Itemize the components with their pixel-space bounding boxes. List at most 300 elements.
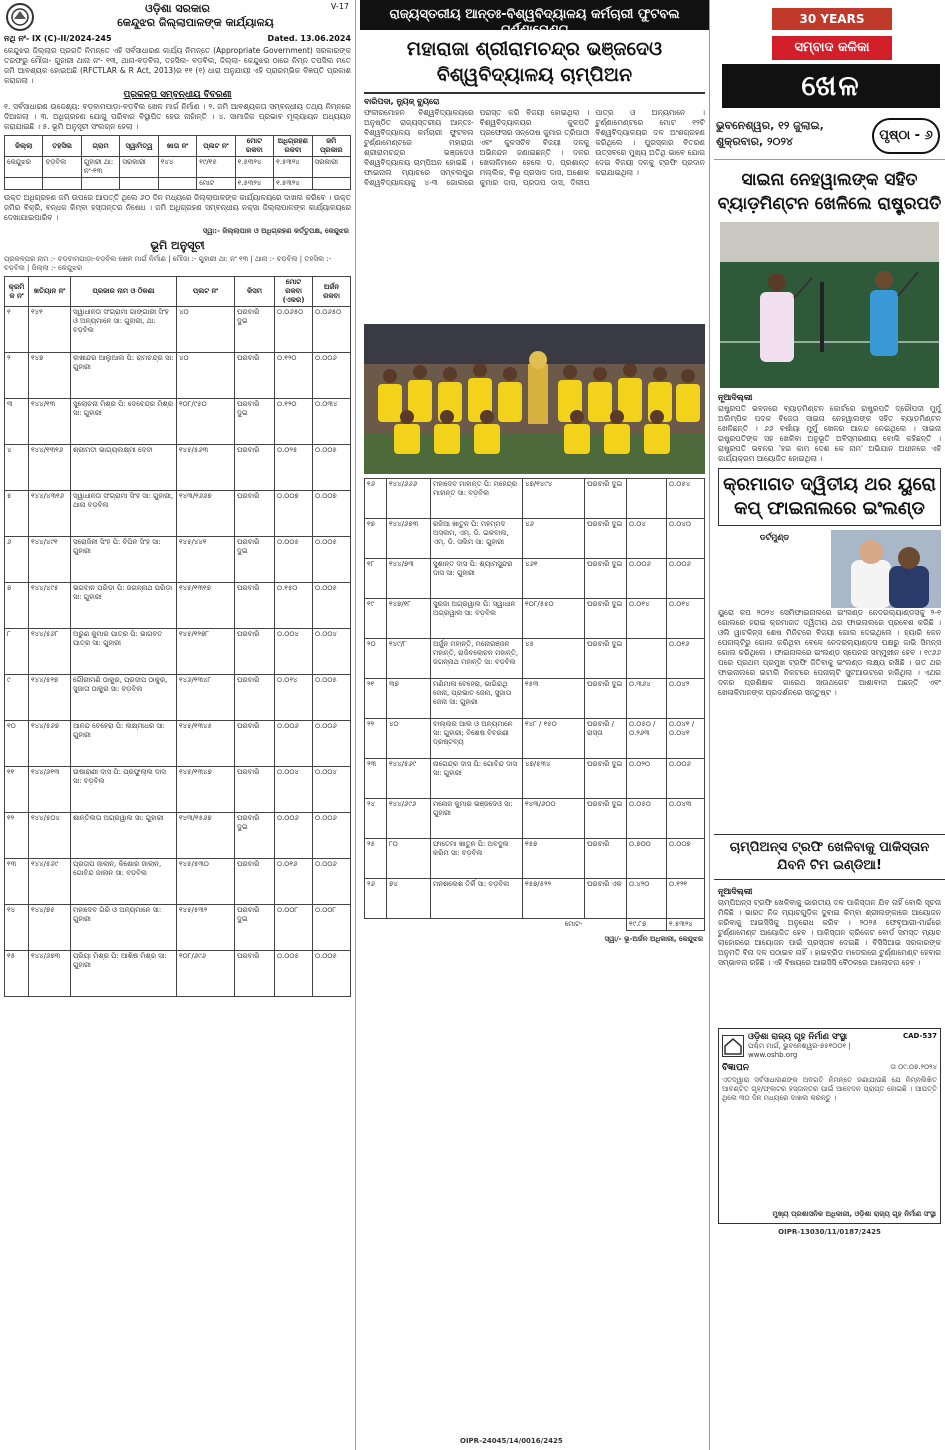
table-row — [365, 839, 705, 879]
table-cell: ଘରବାରି ଏକ — [585, 879, 627, 919]
summary-header-7: ଅଧିଗ୍ରହଣ ରକବା — [274, 136, 312, 157]
table-row — [365, 679, 705, 719]
table-cell: ୦.୧୨୦ — [275, 399, 313, 445]
table-cell: ୦.୦୦୭ — [667, 839, 705, 879]
table-cell: ୧୪୪/୬୬୬ — [387, 479, 431, 519]
table-cell: ୧.୫୩୨୪ — [274, 178, 312, 190]
ad-signature: ମୁଖ୍ୟ ପ୍ରଶାସନିକ ଅଧିକାରୀ, ଓଡ଼ିଶା ରାଜ୍ୟ ଗୃହ ନିର୍ମାଣ ସଂସ୍ଥା — [772, 1210, 936, 1218]
badminton-photo-illustration — [720, 222, 939, 388]
table-cell: ସରକାରୀ — [312, 157, 351, 178]
table-cell: ଘରବାରି — [235, 629, 275, 675]
summary-header-5: ପ୍ଲଟ ନଂ — [197, 136, 235, 157]
table-row — [365, 519, 705, 559]
table-row — [365, 599, 705, 639]
table-cell: ୭୪ — [387, 879, 431, 919]
table-cell: ୦.୦୪୧ / ୦.୦୪୧ — [667, 719, 705, 759]
table-cell: ଅରୁଣ କୁମାର ପାତ୍ର ପି: ଭାଗବତ ପାତ୍ର ସା: ଗୁହାରୀ — [71, 629, 177, 675]
table-cell: ୭ — [5, 583, 29, 629]
brand-logo: ସମ୍ବାଦ କଳିକା — [772, 36, 892, 60]
table-cell: ୧୪୭/୧୮ — [387, 599, 431, 639]
table-cell: ୧୪୪/୬୯୬ — [387, 799, 431, 839]
table-cell: ୧୪୪/୭୫ — [29, 905, 71, 951]
table-cell: ୧୪୫/୫୩୨ — [177, 905, 235, 951]
table-cell: ୪୦ — [177, 307, 235, 353]
table-cell: ବାଲ୍ଲର ଆଲ ଓ ଅନ୍ୟମାନେ ସା: ଗୁହାରୀ; ବିଶେଷ ବିବରଣୀ ଦ୍ରଷ୍ଟବ୍ୟ — [431, 719, 523, 759]
euro-dateline: ଡର୍ଟମୁଣ୍ଡ — [759, 533, 790, 542]
land-schedule-table-continued — [364, 478, 705, 931]
table-cell: ଘରବାରି ଦୁଇ — [235, 399, 275, 445]
anniversary-badge: 30 YEARS — [772, 8, 892, 30]
table-cell: ନାଗେନ୍ଦ୍ର ଦାସ ପି: ଗୋବିନ୍ଦ ଦାସ ସା: ଗୁହାରୀ — [431, 759, 523, 799]
table-cell: ୧୪୫/୫୩୦ — [177, 859, 235, 905]
table-cell: ୦.୦୬୫୦ — [275, 307, 313, 353]
table-cell: ୪୦ — [177, 353, 235, 399]
ad-organization: ଓଡ଼ିଶା ରାଜ୍ୟ ଗୃହ ନିର୍ମାଣ ସଂସ୍ଥା — [748, 1032, 848, 1042]
table-cell — [627, 479, 667, 519]
table-signature: ସ୍ୱା/- ଭୂ-ଅର୍ଜନ ଅଧିକାରୀ, କେନ୍ଦୁଝର — [604, 935, 703, 943]
oipr-code-c: OIPR-13030/11/0187/2425 — [778, 1228, 881, 1236]
table-cell: ୧୪୬/୧୩୪୮ — [177, 675, 235, 721]
table-row — [5, 353, 351, 399]
table-cell: ୧୪୪/୧୩୧୬ — [29, 445, 71, 491]
table-cell: ୧୪୧ — [29, 307, 71, 353]
table-cell: ସ୍ୱାଧୀନତା ସଂଗ୍ରାମୀ ଗାଙ୍ଗାରୀ ସିଂହ ଓ ଅନ୍ୟମାନେ ସା: ଗୁହାରୀ, ଥା: ବଡ଼ବିଲ — [71, 307, 177, 353]
table-cell: ଘରବାରି ଦୁଇ — [585, 799, 627, 839]
housing-logo-icon — [722, 1035, 744, 1057]
notice-signature: ସ୍ୱା:- ଜିଲ୍ଲାପାଳ ଓ ଅଧିଗ୍ରହଣ କର୍ତ୍ତୃପକ୍ଷ, କେନ୍ଦୁଝର — [202, 227, 349, 235]
table-cell: ଘରବାରି ଦୁଇ — [585, 479, 627, 519]
table-cell: ୦.୦୧୬ — [275, 859, 313, 905]
table-cell: ଘରବାରି — [235, 951, 275, 997]
table-cell: ୧୫ — [5, 951, 29, 997]
table-cell: ୦.୦୦୫ — [313, 445, 351, 491]
table-cell: ୧୪୪/୫୬୯ — [387, 759, 431, 799]
table-cell: ୦.୦୦୫ — [275, 537, 313, 583]
table-cell: ୦.୦୦୫ — [313, 537, 351, 583]
table-cell: ୧୪୫/୫୬୩ — [177, 445, 235, 491]
euro-top — [714, 530, 945, 608]
table-row — [5, 445, 351, 491]
table-cell: ୪୭/୧୪୯୪ — [523, 479, 585, 519]
table-cell: ୦.୦୦୪ — [275, 767, 313, 813]
table-cell: ଘରବାରି ଦୁଇ — [235, 905, 275, 951]
table-cell: ୪୭/୫୩୪ — [523, 759, 585, 799]
table-cell: ଘରବାରି — [235, 491, 275, 537]
government-notice-column — [0, 0, 356, 1450]
total-row — [365, 919, 705, 931]
table-cell: ୧୪୪/୬୭୩ — [387, 519, 431, 559]
table-cell: ଘରବାରି ଦୁଇ — [235, 813, 275, 859]
table-row — [365, 879, 705, 919]
table-row — [365, 559, 705, 599]
masthead — [714, 0, 945, 160]
table-cell: ୧୪୮ / ୧୫୦ — [523, 719, 585, 759]
kane-photo-illustration — [831, 530, 941, 608]
table-cell: ଲଖୀନ୍ଦର ଆଲୁଆଲ ପି: ରାମଚନ୍ଦ୍ର ସା: ଗୁହାରୀ — [71, 353, 177, 399]
table-cell: ୦.୦୦୬ — [627, 559, 667, 599]
table-cell: ଘରବାରି ଦୁଇ — [585, 519, 627, 559]
table-cell: ଆନନ୍ଦ ବେହେରା ପି: ଲକ୍ଷ୍ମୀଧର ସା: ଗୁହାରୀ — [71, 721, 177, 767]
euro-headline: କ୍ରମାଗତ ଦ୍ୱିତୀୟ ଥର ୟୁରୋ କପ୍ ଫାଇନାଲରେ ଇଂଲଣ୍ଡ — [723, 474, 936, 519]
ad-address: ପଶ୍ଚିମ ମାର୍ଗ, ଭୁବନେଶ୍ୱର-୭୫୧୦୦୧ | www.oshb.org — [748, 1042, 851, 1059]
table-cell: ୦.୦୦୪ — [313, 629, 351, 675]
table-row — [365, 799, 705, 839]
table-row — [5, 951, 351, 997]
table-cell: ୪୦ — [387, 719, 431, 759]
summary-header-4: ଖାତା ନଂ — [158, 136, 196, 157]
table-cell: ଘରବାରି — [235, 767, 275, 813]
table-cell: ୧୬ — [365, 479, 387, 519]
summary-header-1: ତହସିଲ — [43, 136, 81, 157]
table-cell: ୧୪ — [5, 905, 29, 951]
table-cell: ୧୨ — [5, 813, 29, 859]
champions-story: ଚାମ୍ପିଅନ୍ସ ଟ୍ରଫି ଖେଳିବାକୁ ଭାରତୀୟ ଦଳ ପାକିସ୍ତାନ ଯିବ ନାହିଁ ବୋଲି ସୂଚନା ମିଳିଛି । ଭାରତ ନିଜ ମ୍ୟାଚଗୁଡ଼ିକ ଦୁବାଇ କିମ୍ବା ଶ୍ରୀଲଙ୍କାରେ ଆୟୋଜନ କରିବାକୁ ଆଇସିସିକୁ ଅନୁରୋଧ କରିବ । ୨୦୨୫ ଫେବୃଆରୀ-ମାର୍ଚ୍ଚରେ ଟୁର୍ଣ୍ଣାମେଣ୍ଟ ଆୟୋଜିତ ହେବ । ପାକିସ୍ତାନ କ୍ରିକେଟ ବୋର୍ଡ ସମସ୍ତ ମ୍ୟାଚ ଲାହୋରରେ ଆୟୋଜନ ପାଇଁ ପ୍ରସ୍ତାବ ଦେଇଛି । ବିସିସିଆଇ ସରକାରଙ୍କ ଅନୁମତି ବିନା ଦଳ ପଠାଇବ ନାହିଁ । ହାଇବ୍ରିଡ ମଡେଲରେ ଟୁର୍ଣ୍ଣାମେଣ୍ଟ ହେବାର ସମ୍ଭାବନା ରହିଛି । ଏହି ବିଷୟରେ ଆଇସିସି ବୈଠକରେ ଆଲୋଚନା ହେବ । — [718, 898, 941, 967]
president-story: ରାଷ୍ଟ୍ରପତି ଭବନରେ ବ୍ୟାଡ଼ମିଣ୍ଟନ କୋର୍ଟରେ ରାଷ୍ଟ୍ରପତି ଦ୍ରୌପଦୀ ମୁର୍ମୁ ଅଲିମ୍ପିକ ପଦକ ବିଜେତା ସାଇନା ନେହୱାଲଙ୍କ ସହିତ ବ୍ୟାଡ଼ମିଣ୍ଟନ ଖେଳିଛନ୍ତି । ୬୬ ବର୍ଷୀୟା ମୁର୍ମୁ ଖେଳର ଆନନ୍ଦ ନେଇଥିଲେ । ସାଇନା ରାଷ୍ଟ୍ରପତିଙ୍କ ସହ ଖେଳିବା ଅନୁଭୂତି ଅବିସ୍ମରଣୀୟ ବୋଲି କହିଛନ୍ତି । ରାଷ୍ଟ୍ରପତି ଭବନର 'ହର କାମ ଦେଶ କେ ନାମ' ଅଭିଯାନ ଅଧୀନରେ ଏହି କାର୍ଯ୍ୟକ୍ରମ ଆୟୋଜିତ ହୋଇଥିଲା । — [718, 404, 941, 463]
ad-body: ଏତଦ୍ୱାରା ସର୍ବସାଧାରଣଙ୍କ ଅବଗତି ନିମନ୍ତେ ଜଣାଯାଉଛି ଯେ ନିମ୍ନଲିଖିତ ଆବଣ୍ଟିତ ଗୃହ/ଫ୍ଲାଟର ହସ୍ତାନ୍ତର ପାଇଁ ଆବେଦନ ପ୍ରାପ୍ତ ହୋଇଛି । ଆପତ୍ତି ଥିଲେ ୩୦ ଦିନ ମଧ୍ୟରେ ଦାଖଲ କରନ୍ତୁ । — [722, 1076, 937, 1102]
table-row — [5, 629, 351, 675]
table-cell: ସରକାରୀ — [120, 157, 158, 178]
table-row — [5, 178, 351, 190]
table-cell: ୨ — [5, 353, 29, 399]
table-cell: ୧୦ — [5, 721, 29, 767]
schedule-meta: ପ୍ରକଳ୍ପର ନାମ :- ବଡ଼ବାମପାଡ଼ା-ବଡ଼ବିଲ ଖେଳ ମାର୍ଗ ନିର୍ମାଣ | ମୌଜା :- ଗୁହାରୀ ଥା: ନଂ ୧୩ | ଥାନା :- ବଡ଼ବିଲ | ତହସିଲ :- ବଡ଼ବିଲ | ଜିଲ୍ଲା :- କେନ୍ଦୁଝର — [4, 255, 332, 272]
table-cell: ୧୦୮/୯୫୦ — [177, 399, 235, 445]
table-cell: ୧୪୫/୧୩୪୫ — [177, 721, 235, 767]
table-cell: ୯ — [5, 675, 29, 721]
table-cell: ୦.୦୦୬ — [313, 859, 351, 905]
table-row — [5, 767, 351, 813]
table-cell — [43, 178, 81, 190]
table-cell: ଘରବାରି — [235, 859, 275, 905]
table-cell: ୦.୧୨୧ — [667, 879, 705, 919]
section-title: ଖେଳ — [722, 64, 940, 108]
notice-notes: ଉକ୍ତ ଅଧିଗ୍ରହଣ ଜମି ଉପରେ ଆପତ୍ତି ଥିଲେ ୬୦ ଦିନ ମଧ୍ୟରେ ଜିଲ୍ଲାପାଳଙ୍କ କାର୍ଯ୍ୟାଳୟରେ ଦାଖଲ କରିବେ । ଉକ୍ତ ଜମିର ବିକ୍ରି, ବନ୍ଧକ କିମ୍ବା ହସ୍ତାନ୍ତର ନିଷେଧ । ଜମି ଅଧିଗ୍ରହଣ ସମ୍ବନ୍ଧୀୟ ନକ୍ସା ଜିଲ୍ଲାପାଳଙ୍କ କାର୍ଯ୍ୟାଳୟରେ ଦେଖାଯାଇପାରିବ । — [4, 193, 351, 222]
table-cell: ୦.୦୦୬ — [275, 721, 313, 767]
table-row — [5, 859, 351, 905]
table-cell: କେନ୍ଦୁଝର — [5, 157, 43, 178]
table-cell: ମହାଦେବ ମାହାନ୍ତ ପି: ମହେନ୍ଦ୍ର ମାହାନ୍ତ ସା: ବଡ଼ବିଲ — [431, 479, 523, 519]
table-cell: ୨୨ — [365, 719, 387, 759]
table-cell: ୮ — [5, 629, 29, 675]
table-cell: ବଡ଼ବିଲ — [43, 157, 81, 178]
table-cell: ୧୦୮/୫୫୦ — [523, 599, 585, 639]
summary-header-8: ଜମି ପ୍ରକାର — [312, 136, 351, 157]
table-cell: ମନଶଲେଶ ତିର୍କି ସା: ବଡ଼ବିଲ — [431, 879, 523, 919]
table-cell: ୧୪୪/୬୧୩ — [29, 767, 71, 813]
table-cell: ୧.୫୩୨୪ — [274, 157, 312, 178]
table-cell: ୧୪୪/୫୬୭ — [29, 721, 71, 767]
table-cell: ମୋଟ — [197, 178, 235, 190]
oipr-code-b: OIPR-24045/14/0016/2425 — [460, 1437, 563, 1445]
table-cell: ୦.୦୪ — [627, 519, 667, 559]
table-cell: ୦.୦୫୦ — [627, 799, 667, 839]
table-row — [365, 479, 705, 519]
table-row — [5, 537, 351, 583]
odisha-emblem-icon — [6, 3, 34, 31]
champions-trophy-headline: ଚାମ୍ପିଅନ୍ସ ଟ୍ରଫି ଖେଳିବାକୁ ପାକିସ୍ତାନ ଯିବନି ଟିମ ଇଣ୍ଡିଆ! — [714, 834, 945, 880]
table-cell: ୧୪୪/୬୭୩ — [29, 951, 71, 997]
table-cell: ଘରବାରି — [235, 445, 275, 491]
table-row — [365, 719, 705, 759]
table-cell: ୦.୦୧୪ — [627, 599, 667, 639]
table-cell: ୦.୭୦୦ — [627, 839, 667, 879]
table-cell: ୧୪୩/୧୫୬୭ — [177, 813, 235, 859]
table-cell: ୦.୦୪୦ — [667, 519, 705, 559]
notice-date: Dated. 13.06.2024 — [267, 34, 351, 43]
land-header-3: ପ୍ଲଟ ନଂ — [177, 277, 235, 307]
notice-intro: କେନ୍ଦୁଝର ଜିଲ୍ଲାର ପ୍ରଗତି ନିମନ୍ତେ ଏହି ସର୍ବସାଧାରଣ କାର୍ଯ୍ୟ ନିମନ୍ତେ (Appropriate Government) ସରକାରଙ୍କ ତରଫରୁ ମୌଜା- ଗୁହାରୀ ଥାନା ନଂ- ୧୩, ଥାନା-ବଡ଼ବିଲ, ତହସିଲ- ବଡ଼ବିଲ, ଜିଲ୍ଲା- କେନ୍ଦୁଝର ଠାରେ ନିମ୍ନ ତପସିଲ ମତେ ଜମି ଆବଶ୍ୟକ ହୋଇଅଛି (RFCTLAR & R Act, 2013)ର ୧୧ (୧) ଧାରା ଅନୁଯାୟୀ ଏହି ପ୍ରାରମ୍ଭିକ ବିଜ୍ଞପ୍ତି ପ୍ରକାଶ କରାଗଲା । — [4, 46, 351, 85]
table-cell: ୦.୦୦୬ — [667, 559, 705, 599]
football-dateline: ବାରିପଦା, ନ୍ୟୁଜ୍ ବ୍ୟୁରୋ — [364, 97, 440, 106]
table-cell: ୧୫୭/୫୨୨ — [523, 879, 585, 919]
notice-points: ୧. ସର୍ବସାଧାରଣ ଉଦ୍ଦେଶ୍ୟ: ବଡ଼ବାମପାଡ଼ା-ବଡ଼ବିଲ ଖେଳ ମାର୍ଗ ନିର୍ମାଣ । ୨. ଜମି ଆବଶ୍ୟକତା ସମ୍ବନ୍ଧୀୟ ତଥ୍ୟ ନିମ୍ନରେ ଦିଆଗଲା । ୩. ଅଧିଗ୍ରହଣ ଯୋଗୁ ପରିବାର ବିସ୍ଥାପିତ ହେଉ ନାହାଁନ୍ତି । ୪. ସାମାଜିକ ପ୍ରଭାବ ମୂଲ୍ୟାୟନ ଅଧ୍ୟୟନ କରାଯାଇଛି । ୫. ଭୂମି ଅନୁସୂଚୀ ସଂଲଗ୍ନ ହେଲା । — [4, 102, 351, 131]
table-cell: ଭଗବାନ ପରିଡ଼ା ପି: ଜଗନ୍ନାଥ ପରିଡ଼ା ସା: ଗୁହାରୀ — [71, 583, 177, 629]
land-header-0: କ୍ରମିକ ନଂ — [5, 277, 29, 307]
table-row — [5, 583, 351, 629]
land-schedule-table — [4, 276, 351, 997]
summary-header-6: ମୋଟ ରକବା — [235, 136, 273, 157]
table-cell: ୪ — [5, 445, 29, 491]
table-cell: ଘରବାରି — [235, 353, 275, 399]
badminton-photo — [720, 222, 939, 388]
total-label: ମୋଟ- — [564, 920, 583, 928]
champions-dateline: ନୂଆଦିଲ୍ଲୀ — [718, 887, 753, 896]
table-row — [5, 813, 351, 859]
ad-code: CAD-537 — [902, 1032, 937, 1040]
table-cell: ମଣିମାଳା ବେହେରା, ଭାଗିରଥି ଜେନା, ପ୍ରଭାତ ଜେନା, ସୁଜାତା ଜେନା ସା: ଗୁହାରୀ — [431, 679, 523, 719]
table-cell: ୧୪୪/୫୨୭ — [29, 675, 71, 721]
president-dateline: ନୂଆଦିଲ୍ଲୀ — [718, 393, 753, 402]
total-acquired: ୧.୫୩୨୪ — [667, 919, 705, 931]
page-number: ପୃଷ୍ଠା - ୬ — [872, 118, 940, 154]
table-cell: ୦.୦୦୮ — [313, 905, 351, 951]
table-row — [5, 491, 351, 537]
summary-table-wrap — [0, 135, 355, 190]
summary-header-2: ଗ୍ରାମ — [81, 136, 119, 157]
team-photo-illustration — [364, 324, 705, 474]
table-cell: ୮୦ — [387, 839, 431, 879]
table-cell: ଶ୍ରୀମତୀ ଭାଗ୍ୟଲକ୍ଷ୍ମୀ ଦେବୀ — [71, 445, 177, 491]
table-cell — [312, 178, 351, 190]
land-header-5: ମୋଟ ରକବା (ଏକର) — [275, 277, 313, 307]
table-row — [5, 675, 351, 721]
table-cell: ଘରବାରି ଦୁଇ — [585, 639, 627, 679]
table-cell: ୧୪୪/୧୩ — [29, 399, 71, 445]
table-cell: ଘରବାରି — [585, 839, 627, 879]
table-cell: ୦.୩୬୪ — [627, 679, 667, 719]
table-cell: ୦.୪୨୦ — [627, 879, 667, 919]
issue-date: ଭୁବନେଶ୍ୱର, ୧୨ ଜୁଲାଇ, ଶୁକ୍ରବାର, ୨୦୨୪ — [716, 119, 824, 148]
table-cell: ୨୪ — [365, 799, 387, 839]
table-cell: ମନୋଜ କୁମାର ଭଞ୍ଜଦେଓ ସା: ଗୁହାରୀ — [431, 799, 523, 839]
land-header-2: ପ୍ରଜାର ନାମ ଓ ଠିକଣା — [71, 277, 177, 307]
land-header-4: କିସମ — [235, 277, 275, 307]
table-cell: ପ୍ରିୟା ମିଶ୍ର ପି: ଆଶିଷ ମିଶ୍ର ସା: ଗୁହାରୀ — [71, 951, 177, 997]
table-cell: ୧୪୪/୪୯୫ — [29, 583, 71, 629]
ad-reference: ତା ୦୯.୦୭.୨୦୨୪ — [890, 1063, 937, 1071]
ad-header — [722, 1032, 937, 1060]
table-cell: ୦.୦୦୬ — [313, 353, 351, 399]
table-cell: ୧.୫୩୨୪ — [235, 178, 273, 190]
land-table-wrap — [0, 276, 355, 997]
table-cell: ୦.୦୦୪ — [275, 629, 313, 675]
table-cell: ୦.୦୬୫୦ — [313, 307, 351, 353]
table-cell: ୦.୦୦୬ — [313, 721, 351, 767]
table-cell: ମହାଦେବ ଗିରି ଓ ଅନ୍ୟମାନେ ସା: ଗୁହାରୀ — [71, 905, 177, 951]
table-row — [5, 307, 351, 353]
table-cell: ୧୪୪/୫୬୮ — [29, 629, 71, 675]
table-cell: ୧୪୫/୧୩୪୭ — [177, 767, 235, 813]
table-cell: ୦.୦୩୪ — [313, 399, 351, 445]
table-cell: ୧୫୩ — [523, 679, 585, 719]
table-cell: ୨୬ — [365, 879, 387, 919]
table-cell: ଘରବାରି ଦୁଇ — [585, 559, 627, 599]
table-cell: ୨୧ — [365, 679, 387, 719]
team-photo — [364, 324, 705, 474]
table-cell: ଘରବାରି ଦୁଇ — [585, 759, 627, 799]
summary-header-3: ସ୍ୱାମିତ୍ୱ — [120, 136, 158, 157]
euro-headline-box — [718, 468, 941, 526]
table-cell: ଗୁହାରୀ ଥା: ନଂ-୧୩ — [81, 157, 119, 178]
table-cell: ୧୪୯/୮ — [387, 639, 431, 679]
summary-table — [4, 135, 351, 190]
table-cell: ୧୪୩/୧୬୬୭ — [177, 491, 235, 537]
schedule-title: ଭୂମି ଅନୁସୂଚୀ — [150, 239, 205, 252]
table-cell: ସୁଲୋଚନା ମିଶ୍ର ପି: ଦେବେନ୍ଦ୍ର ମିଶ୍ର ସା: ଗୁହାରୀ — [71, 399, 177, 445]
land-header-1: ଖତିୟାନ ନଂ — [29, 277, 71, 307]
table-cell: ୧୭ — [365, 519, 387, 559]
ad-title-row — [722, 1060, 937, 1076]
table-cell: ୪୬୧ — [523, 559, 585, 599]
table-cell: ୨୦ — [365, 639, 387, 679]
table-cell: ୧.୫୩୨୪ — [235, 157, 273, 178]
form-number: V-17 — [330, 2, 349, 11]
table-cell: ୦.୧୫୦ — [275, 583, 313, 629]
euro-story: ୟୁରୋ କପ ୨୦୨୪ ସେମିଫାଇନାଲରେ ଇଂଲଣ୍ଡ ନେଦରଲ୍ୟାଣ୍ଡସକୁ ୨-୧ ଗୋଲରେ ହରାଇ କ୍ରମାଗତ ଦ୍ୱିତୀୟ ଥର ଫାଇନାଲରେ ପ୍ରବେଶ କରିଛି । ଓଲି ୱାଟକିନ୍ସ ଶେଷ ମିନିଟରେ ବିଜୟୀ ଗୋଲ ଦେଇଥିଲେ । ହ୍ୟାରି କେନ ପେନାଲ୍ଟିରୁ ଗୋଲ କରିଥିବା ବେଳେ ନେଦରଲ୍ୟାଣ୍ଡସ ପକ୍ଷରୁ ଜାଭି ସିମନ୍ସ ଗୋଲ କରିଥିଲେ । ଫାଇନାଲରେ ଇଂଲଣ୍ଡ ସ୍ପେନର ସମ୍ମୁଖୀନ ହେବ । ୧୯୬୬ ପରେ ପ୍ରଥମ ପ୍ରମୁଖ ଟ୍ରଫି ଜିତିବାକୁ ଇଂଲଣ୍ଡ ଲକ୍ଷ୍ୟ ରଖିଛି । ଗତ ଥର ଫାଇନାଲରେ ଇଟାଲି ନିକଟରେ ପେନାଲ୍ଟି ସୁଟଆଉଟରେ ହାରିଥିଲା । ଏଥର ଦଳର ପ୍ରଶିକ୍ଷକ ଗାରେଥ ସାଉଥଗେଟ ଆଶାବାଦୀ ଅଛନ୍ତି ଏବଂ ଖେଳାଳିମାନଙ୍କ ପ୍ରଦର୍ଶନରେ ସନ୍ତୁଷ୍ଟ । — [718, 608, 941, 697]
euro-text-top — [718, 530, 831, 608]
table-cell — [158, 178, 196, 190]
table-cell: ୧୪୪/୪୯୧ — [29, 537, 71, 583]
office-title: କେନ୍ଦୁଝର ଜିଲ୍ଲାପାଳଙ୍କ କାର୍ଯ୍ୟାଳୟ — [117, 16, 274, 29]
table-cell: ସ୍ୱାଧୀନତା ସଂଗ୍ରାମୀ ସିଂହ ସା: ଗୁହାରୀ, ଥାନା ବଡ଼ବିଲ — [71, 491, 177, 537]
table-cell — [120, 178, 158, 190]
table-cell: ୪୬ — [523, 519, 585, 559]
table-cell: ଗୌରୀମଣି ଠାକୁର, ପ୍ରଦୀପ ଠାକୁର, ସୁଜାତା ଠାକୁର ସା: ବଡ଼ବିଲ — [71, 675, 177, 721]
reference-line — [0, 34, 355, 44]
kane-photo — [831, 530, 941, 608]
table-cell: ୧୪୫/୪୪୧ — [177, 537, 235, 583]
table-cell: ୦.୦୨୫ — [275, 445, 313, 491]
table-cell: ୦.୧୨୦ — [275, 353, 313, 399]
table-cell: ୦.୦୫୦ / ୦.୨୬୩ — [627, 719, 667, 759]
summary-header-0: ଜିଲ୍ଲା — [5, 136, 43, 157]
land-header-6: ଅର୍ଜନ ରକବା — [313, 277, 351, 307]
table-cell: ଘରବାରି — [235, 583, 275, 629]
table-cell: ୦.୦୦୮ — [275, 905, 313, 951]
table-cell: ୦.୦୪୩ — [667, 799, 705, 839]
table-cell: ୧୯/୧୫ — [197, 157, 235, 178]
table-cell: ଉଷାରାଣୀ ଦାସ ପି: ପ୍ରଫୁଲ୍ଲ ଦାସ ସା: ବଡ଼ବିଲ — [71, 767, 177, 813]
table-cell: ଘରବାରି — [235, 721, 275, 767]
football-news-column — [360, 0, 710, 1450]
tournament-banner: ରାଜ୍ୟସ୍ତରୀୟ ଆନ୍ତଃ-ବିଶ୍ୱବିଦ୍ୟାଳୟ କର୍ମଚାରୀ ଫୁଟବଲ ଟୁର୍ଣ୍ଣାମେଣ୍ଟ — [360, 0, 709, 30]
table-cell: ସୁରଜା ଅଗ୍ରୱାଲ ପି: ସ୍ୱାଧୀନ ଅଗ୍ରୱାଲ ସା: ବଡ଼ବିଲ — [431, 599, 523, 639]
table-cell: ୦.୦୦୫ — [313, 583, 351, 629]
table-cell: ୦.୦୨୪ — [275, 675, 313, 721]
table-cell: ଘରବାରି ଦୁଇ — [585, 679, 627, 719]
table-cell: ୦.୦୦୬ — [275, 813, 313, 859]
table-cell: ୩ — [5, 399, 29, 445]
section-heading: ପ୍ରକଳ୍ପ ସମ୍ବନ୍ଧୀୟ ବିବରଣୀ — [123, 90, 232, 100]
table-cell: ୧୪୩/୬୦୦ — [523, 799, 585, 839]
table-row — [5, 399, 351, 445]
reference-number: ନଥି ନଂ- IX (C)-II/2024-245 — [4, 34, 112, 43]
table-cell: ୧୪୪/୫୦୪ — [29, 813, 71, 859]
table-cell: ୧୪୫/୧୨୭୮ — [177, 629, 235, 675]
table-cell: ୧୪୪/୫୬୯ — [29, 859, 71, 905]
table-cell: ୦.୦୦୫ — [313, 675, 351, 721]
ad-title: ବିଜ୍ଞାପନ — [722, 1063, 749, 1073]
table-cell: ୪୫ — [523, 639, 585, 679]
table-cell: ୧୪୪ — [158, 157, 196, 178]
summary-header-row — [5, 136, 351, 157]
table-cell: ୦.୦୦୭ — [275, 491, 313, 537]
table-cell: ୧ — [5, 307, 29, 353]
table-cell — [627, 639, 667, 679]
table-cell: ୧୦୮/୬୯୬ — [177, 951, 235, 997]
table-cell: ଘରବାରି / ରାସ୍ତା — [585, 719, 627, 759]
table-row — [365, 759, 705, 799]
table-cell: ୦.୦୦୪ — [313, 767, 351, 813]
table-cell: ୧୯ — [365, 599, 387, 639]
table-cell: ୦.୦୧୪ — [667, 599, 705, 639]
table-cell: ସରୋଜିନୀ ସିଂହ ପି: ବିପିନ ସିଂହ ସା: ଗୁହାରୀ — [71, 537, 177, 583]
table-cell: ୧୩ — [5, 859, 29, 905]
total-area: ୧୯.୮୭ — [627, 919, 667, 931]
land-header-row — [5, 277, 351, 307]
gov-title: ଓଡ଼ିଶା ସରକାର — [145, 2, 210, 15]
table-cell: ପ୍ରତାପ ଜାଲାନ, କିଶୋର ଜାଲାନ, ଗୋବିନ୍ଦ ଜାଲାନ ସା: ବଡ଼ବିଲ — [71, 859, 177, 905]
table-cell: ୩୭ — [387, 679, 431, 719]
table-cell: ୧୪୪/୭୩ — [387, 559, 431, 599]
table-row — [5, 157, 351, 178]
table-cell: ରଜିଆ ଖାତୁନ ପି: ମହମ୍ମଦ ଅସଲମ, ଏମ୍. ଡି. ଇକବାଲ, ଏମ୍. ଡି. ସଲିମ ସା: ଗୁହାରୀ — [431, 519, 523, 559]
table-cell: ୦.୦୧୬ — [667, 639, 705, 679]
table-row — [365, 639, 705, 679]
table-cell: ୨୫ — [365, 839, 387, 879]
table-cell: ୧୪୭ — [29, 353, 71, 399]
table-cell: ୦.୦୦୫ — [275, 951, 313, 997]
table-cell: ୦.୦୦୫ — [313, 951, 351, 997]
table-cell: ୦.୦୦୬ — [667, 759, 705, 799]
housing-ad — [718, 1028, 941, 1224]
table-row — [5, 905, 351, 951]
table-cell: ୧୮ — [365, 559, 387, 599]
table-cell: ଫାତେମା ଖାତୁନ ପି: ଅବଦୁଲ କରିମ ସା: ବଡ଼ବିଲ — [431, 839, 523, 879]
table-cell — [5, 178, 43, 190]
sports-column — [714, 0, 945, 1450]
table-cell: ୧୧ — [5, 767, 29, 813]
football-story: ଫକୀରମୋହନ ବିଶ୍ୱବିଦ୍ୟାଳୟରେ ଅନୁଷ୍ଠିତ ରାଜ୍ୟସ୍ତରୀୟ ଆନ୍ତଃ-ବିଶ୍ୱବିଦ୍ୟାଳୟ କର୍ମଚାରୀ ଫୁଟବଲ ଟୁର୍ଣ୍ଣାମେଣ୍ଟରେ ମହାରାଜା ଶ୍ରୀରାମଚନ୍ଦ୍ର ଭଞ୍ଜଦେଓ ବିଶ୍ୱବିଦ୍ୟାଳୟ ଚାମ୍ପିଅନ ହୋଇଛି । ଫାଇନାଲ ମ୍ୟାଚରେ ସମ୍ବଲପୁର ବିଶ୍ୱବିଦ୍ୟାଳୟକୁ ୪-୩ ଗୋଲରେ ପରାସ୍ତ କରି ବିଜୟୀ ହୋଇଥିଲା । ବିଶ୍ୱବିଦ୍ୟାଳୟର କୁଳପତି ପ୍ରଫେସର ସନ୍ତୋଷ କୁମାର ତ୍ରିପାଠୀ ଏବଂ କୁଳସଚିବ ବିଜୟୀ ଦଳକୁ ଅଭିନନ୍ଦନ ଜଣାଇଛନ୍ତି । ଦଳର ଖେଳାଳିମାନେ ହେଲେ ଡ. ପ୍ରଶାନ୍ତ ମଲ୍ଲିକ, ବିଭୂ ପ୍ରସାଦ ଦାସ, ଅଶୋକ କୁମାର ଦାସ, ପ୍ରତାପ ଦାସ, ଦିଲୀପ ପାତ୍ର ଓ ଅନ୍ୟମାନେ । ଟୁର୍ଣ୍ଣାମେଣ୍ଟରେ ମୋଟ ୧୨ଟି ବିଶ୍ୱବିଦ୍ୟାଳୟର ଦଳ ଅଂଶଗ୍ରହଣ କରିଥିଲେ । ପୁରସ୍କାର ବିତରଣ ଉତ୍ସବରେ ମୁଖ୍ୟ ଅତିଥି ଭାବେ ଯୋଗ ଦେଇ ବିଜୟୀ ଦଳକୁ ଟ୍ରଫି ପ୍ରଦାନ କରାଯାଇଥିଲା । — [364, 108, 705, 187]
notice-header — [0, 0, 355, 34]
table-cell: ଶାନ୍ତିଲତା ଅଗ୍ରୱାଲ ସା: ଗୁହାରୀ — [71, 813, 177, 859]
president-headline: ସାଇନା ନେହୱାଲଙ୍କ ସହିତ ବ୍ୟାଡ଼ମିଣ୍ଟନ ଖେଳିଲେ ରାଷ୍ଟ୍ରପତି — [717, 170, 942, 214]
table-cell: ଅର୍ଜୁନ ମହାନ୍ତି, ମନୋରଞ୍ଜନ ମହାନ୍ତି, ରାଜିବଲୋଚନ ମହାନ୍ତି, ଜଗନ୍ନାଥ ମହାନ୍ତି ସା: ବଡ଼ବିଲ — [431, 639, 523, 679]
table-cell — [81, 178, 119, 190]
table-cell: ୧୫୭ — [523, 839, 585, 879]
table-cell: ୦.୦୦୬ — [313, 813, 351, 859]
table-cell: ୫ — [5, 491, 29, 537]
